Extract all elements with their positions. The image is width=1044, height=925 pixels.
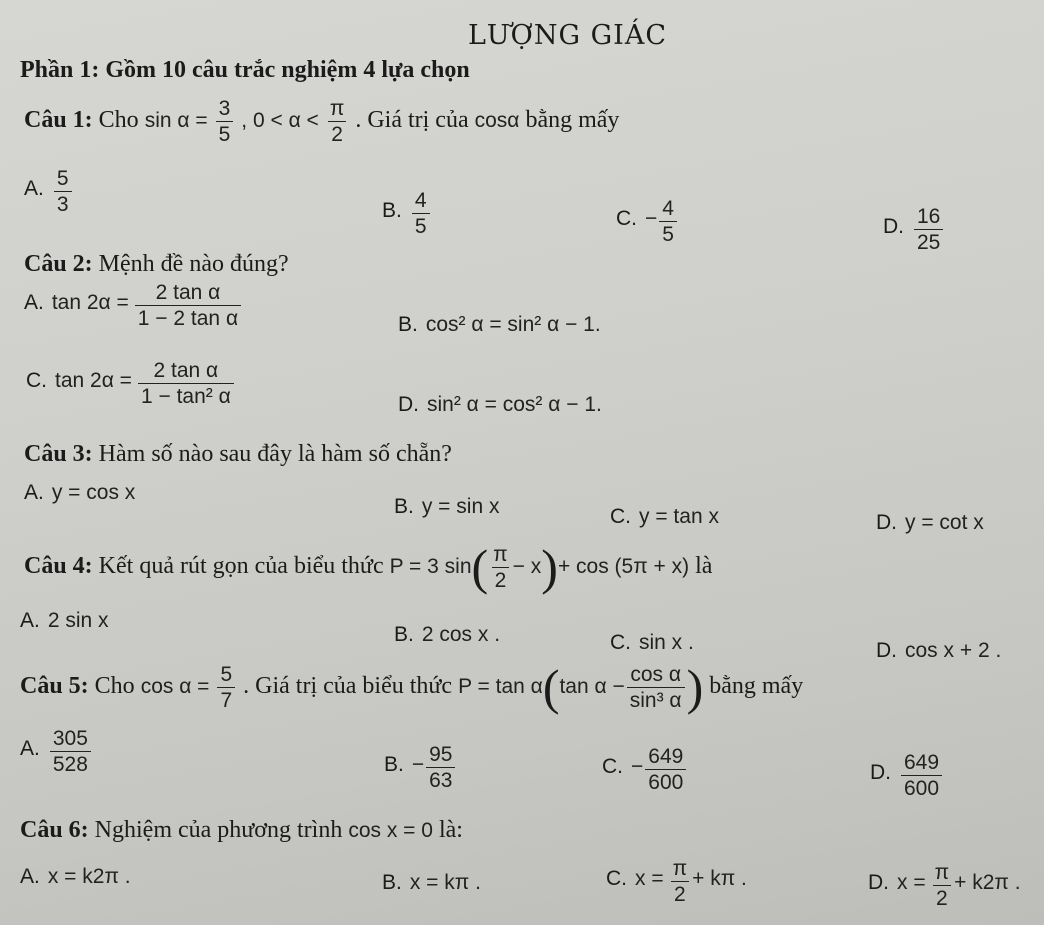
q4-option-d: D. cos x + 2 .	[876, 639, 1002, 662]
question-4-label: Câu 4:	[24, 553, 93, 580]
fraction: $\frac{\pi}{2}$	[329, 97, 345, 146]
q3-option-d: D. y = cot x	[876, 511, 984, 534]
q3-option-c: C. y = tan x	[610, 505, 719, 528]
q1-option-a: A. $\frac{5}{3}$	[24, 168, 74, 215]
q5-option-b: B. − $\frac{95}{63}$	[384, 744, 457, 791]
part-heading: Phần 1: Gồm 10 câu trắc nghiệm 4 lựa chọn	[20, 57, 470, 83]
fraction: $\frac{3}{5}$	[216, 98, 234, 145]
q4-option-b: B. 2 cos x .	[394, 623, 501, 646]
q6-option-a: A. x = k2π .	[20, 865, 131, 888]
q6-option-b: B. x = kπ .	[382, 871, 481, 894]
question-4: Câu 4: Kết quả rút gọn của biểu thức P = 3 sin( $\frac{\pi}{2}$ − x)+ cos (5π + x) là	[24, 539, 713, 595]
q5-option-a: A. $\frac{305}{528}$	[20, 728, 93, 775]
question-1-label: Câu 1:	[24, 107, 93, 134]
q1-option-d: D. $\frac{16}{25}$	[883, 206, 945, 253]
question-5-label: Câu 5:	[20, 673, 89, 700]
question-3: Câu 3: Hàm số nào sau đây là hàm số chẵn?	[24, 441, 452, 467]
page-title: LƯỢNG GIÁC	[468, 20, 667, 51]
q6-option-d: D. x = $\frac{\pi}{2}$ + k2π .	[868, 861, 1021, 910]
q4-option-c: C. sin x .	[610, 631, 694, 654]
question-2: Câu 2: Mệnh đề nào đúng?	[24, 251, 289, 277]
q2-option-a: A. tan 2α = $\frac{\text{2 tan α}}{\text{1 − 2 tan α}}$	[24, 282, 243, 329]
question-2-label: Câu 2:	[24, 251, 93, 277]
question-3-label: Câu 3:	[24, 441, 93, 467]
q2-option-b: B. cos² α = sin² α − 1.	[398, 313, 601, 336]
q3-option-b: B. y = sin x	[394, 495, 500, 518]
q3-option-a: A. y = cos x	[24, 481, 136, 504]
question-5: Câu 5: Cho cos α = $\frac{5}{7}$ . Giá trị của biểu thức P = tan α(tan α − $\frac{\text{cos α}}{\text{sin³ α}}$ ) bằng mấy	[20, 659, 804, 715]
q4-option-a: A. 2 sin x	[20, 609, 109, 632]
q2-option-d: D. sin² α = cos² α − 1.	[398, 393, 602, 416]
q2-option-c: C. tan 2α = $\frac{\text{2 tan α}}{\text{1 − tan² α}}$	[26, 360, 236, 407]
question-1: Câu 1: Cho sin α = $\frac{3}{5}$ , 0 < α < $\frac{\pi}{2}$ . Giá trị của cosα bằng mấy	[24, 97, 620, 146]
q5-option-d: D. $\frac{649}{600}$	[870, 752, 944, 799]
question-6: Câu 6: Nghiệm của phương trình cos x = 0 là:	[20, 817, 463, 843]
question-6-label: Câu 6:	[20, 817, 89, 843]
q5-option-c: C. − $\frac{649}{600}$	[602, 746, 688, 793]
q6-option-c: C. x = $\frac{\pi}{2}$ + kπ .	[606, 857, 747, 906]
q1-option-c: C. − $\frac{4}{5}$	[616, 198, 679, 245]
q1-option-b: B. $\frac{4}{5}$	[382, 190, 432, 237]
